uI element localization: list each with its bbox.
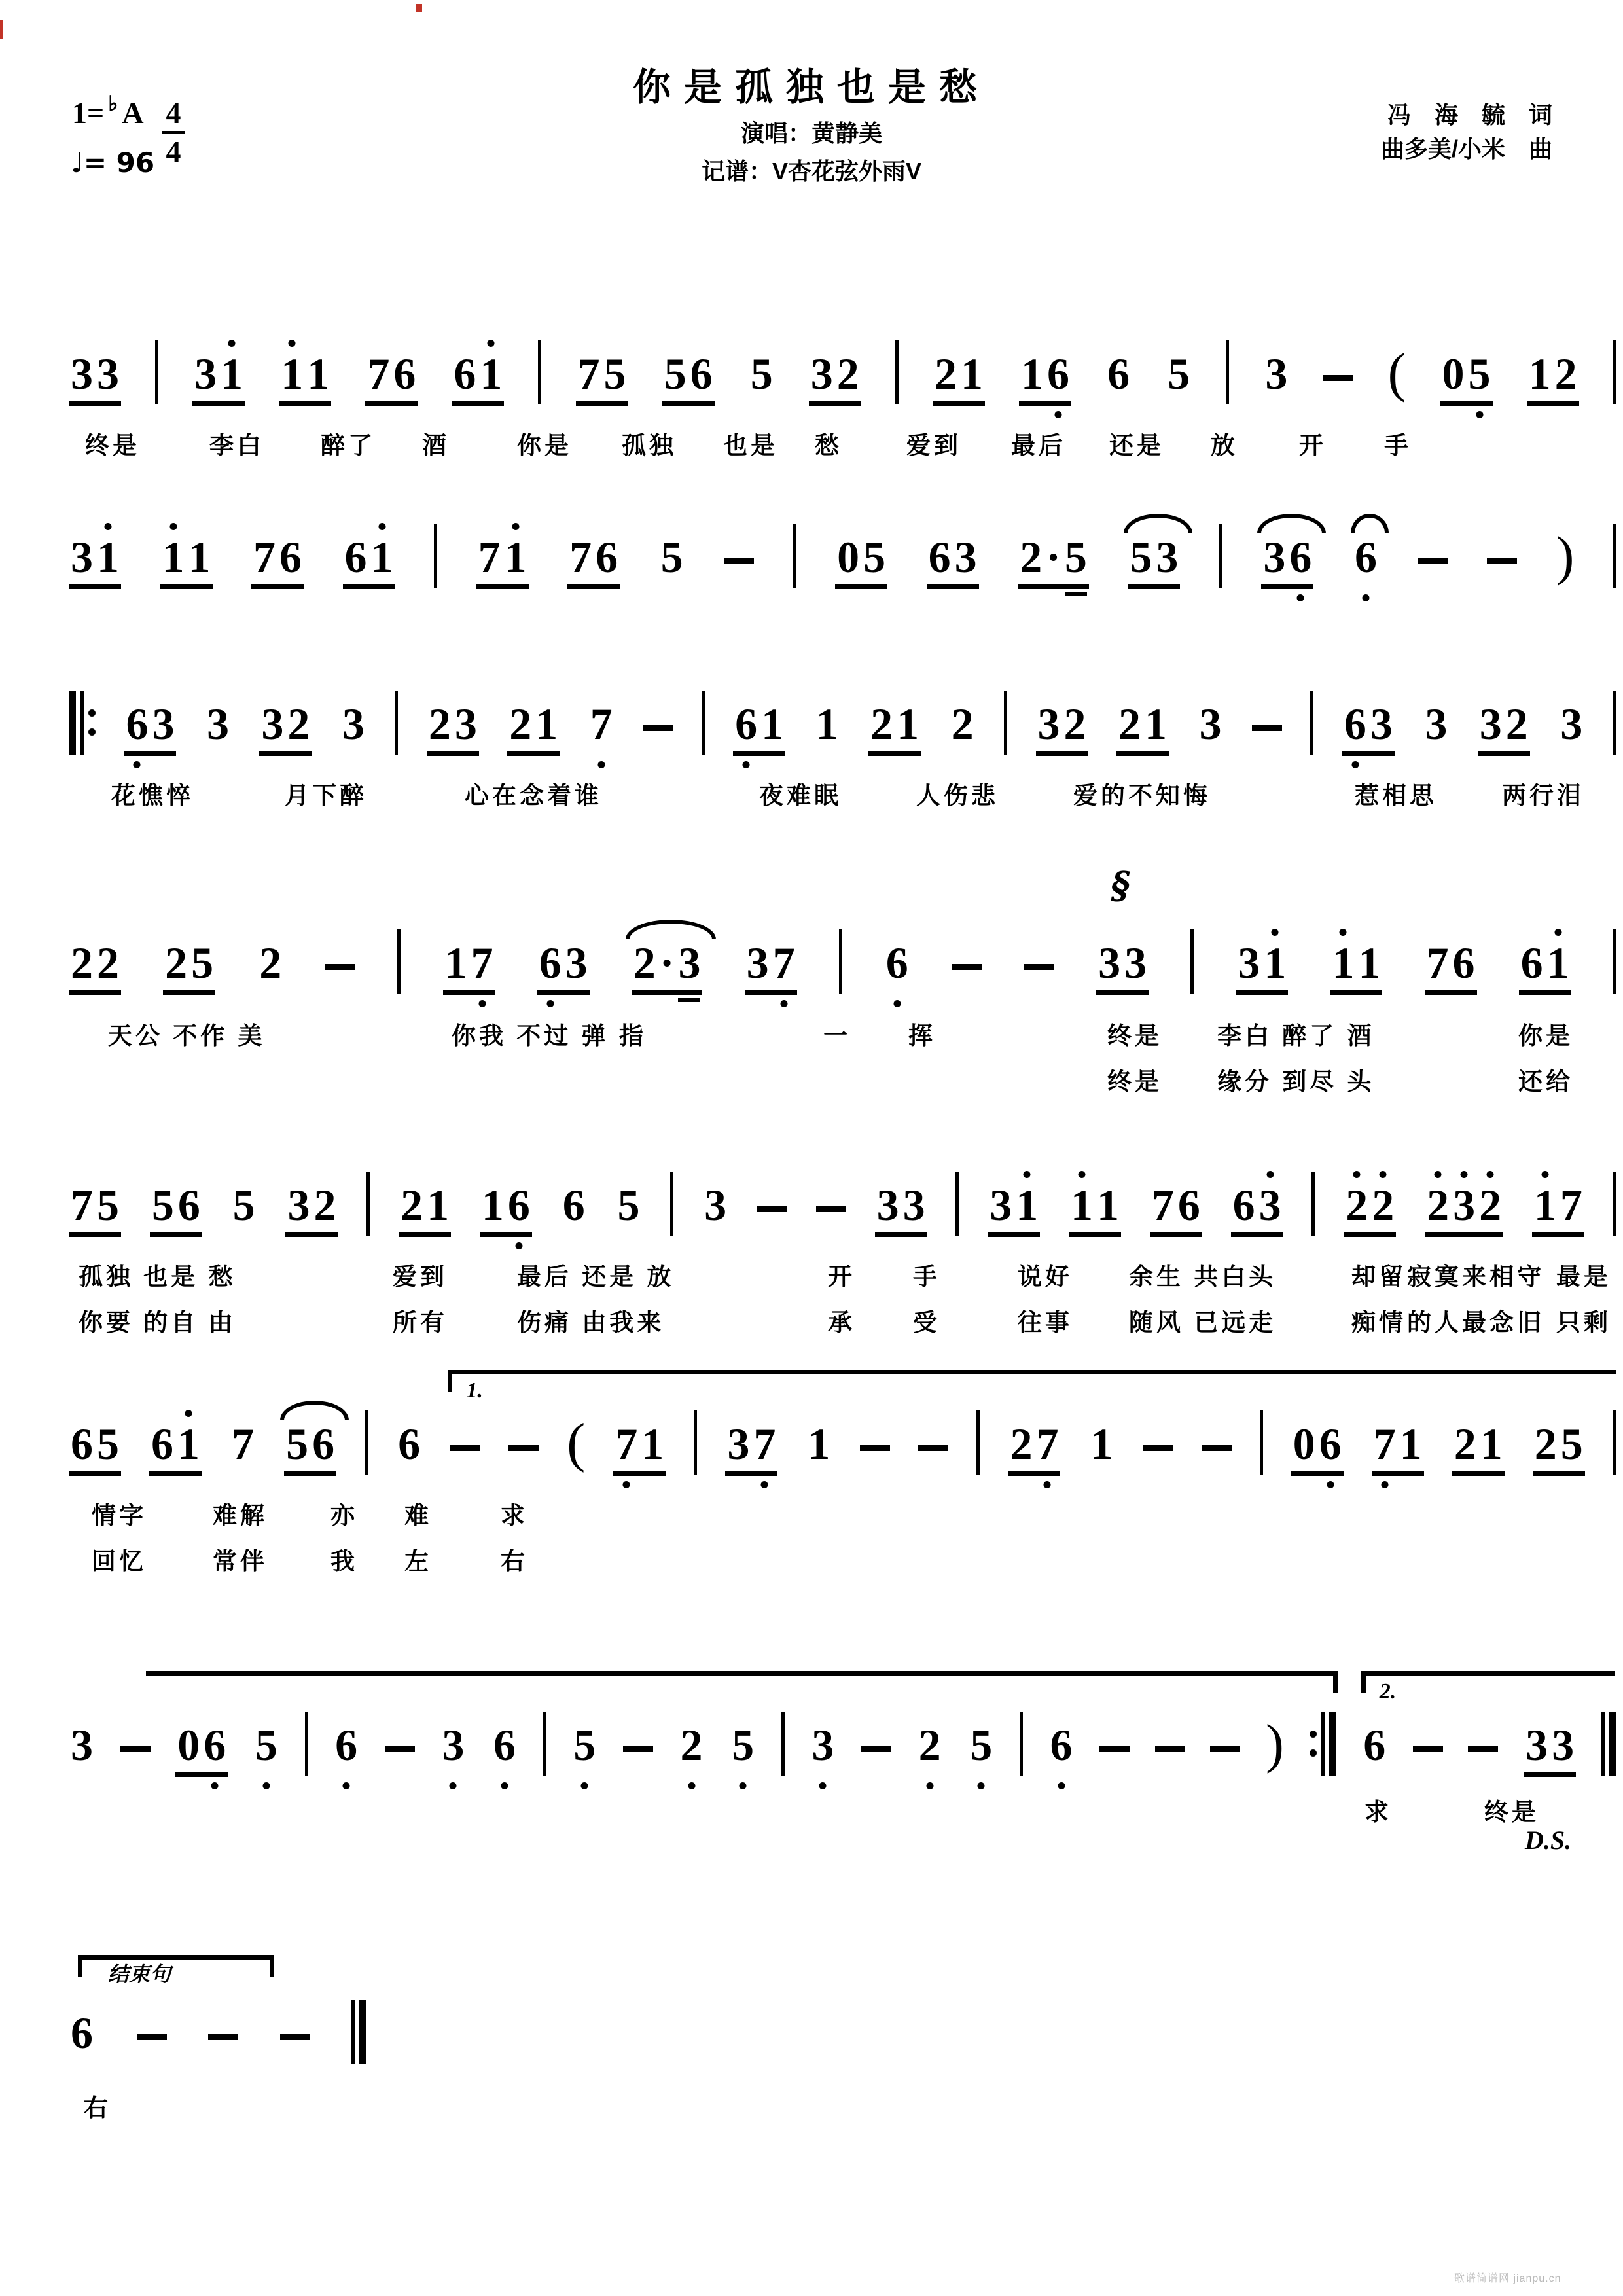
parenthesis: ( (567, 1412, 586, 1473)
lyric-phrase: 手 (913, 1263, 940, 1290)
lyric-phrase: 所有 (393, 1309, 448, 1336)
lyric-phrase: 也是 (723, 432, 778, 459)
lyrics-row (0, 1496, 1623, 1530)
note-group: 1 7 (1532, 1183, 1584, 1237)
note-group: 3 7 (745, 941, 797, 995)
barline (543, 1712, 546, 1776)
parenthesis: ( (1387, 342, 1406, 403)
final-barline (351, 2000, 366, 2064)
note-group: 3 3 (69, 351, 121, 406)
note-group: 7 6 (1150, 1183, 1202, 1237)
dash-note (1323, 375, 1353, 381)
parenthesis: ) (1556, 526, 1575, 586)
lyric-phrase: 李白 醉了 酒 (1217, 1022, 1375, 1049)
note-group: 7 6 (567, 535, 620, 589)
lyric-phrase: 爱到 (906, 432, 961, 459)
lyrics-row (0, 1302, 1623, 1336)
note-group: 2 1 (933, 351, 985, 406)
note-group: 6 1 (1519, 941, 1571, 995)
note-group: 1 1 (279, 351, 331, 406)
lyric-phrase: 难 (404, 1502, 432, 1529)
lyric-phrase: 左 (404, 1548, 432, 1575)
note-group: 0 6 (175, 1723, 228, 1777)
volta-tick (1333, 1671, 1338, 1693)
note-group: 2 7 (1008, 1422, 1060, 1476)
dash-note (325, 964, 355, 970)
lyric-phrase: 放 (1211, 432, 1238, 459)
page-title: 你是孤独也是愁 (632, 66, 990, 109)
note-group: 6 1 (149, 1422, 202, 1476)
note-group: 7 5 (69, 1183, 121, 1237)
lyric-phrase: 惹相思 (1355, 782, 1437, 809)
note-group: 5 6 (284, 1422, 336, 1476)
lyric-phrase: 李白 (209, 432, 264, 459)
note-group: 2 (679, 1723, 705, 1777)
lyric-phrase: 终是 (1484, 1799, 1539, 1825)
note-group: 3 1 (988, 1183, 1040, 1237)
author-credits (1381, 98, 1552, 166)
key-prefix: 1= (72, 96, 105, 130)
lyrics-row (0, 1541, 1623, 1575)
final-barline (1601, 1712, 1616, 1776)
dash-note (1487, 558, 1517, 564)
barline (305, 1712, 308, 1776)
note-group: 0 5 (1440, 351, 1493, 406)
lyric-phrase: 痴情 (1351, 1309, 1406, 1336)
note-group: 1 7 (443, 941, 495, 995)
dash-note (1024, 964, 1054, 970)
barline (1219, 524, 1222, 588)
singer-credit: 演唱：黄静美 (740, 120, 882, 147)
lyric-phrase: 心在念着谁 (465, 782, 602, 809)
meter-numerator: 4 (162, 98, 185, 134)
ending-bracket (78, 1955, 274, 1986)
note-group: 7 5 (576, 351, 628, 406)
lyric-phrase: 难解 (213, 1502, 268, 1529)
note-group: 5 6 (150, 1183, 202, 1237)
lyric-phrase: 还给 (1518, 1068, 1573, 1095)
music-line-2 (69, 524, 1616, 589)
note-group: 6 (1363, 1720, 1386, 1770)
lyric-phrase: 缘分 到尽 头 (1217, 1068, 1375, 1095)
lyric-phrase: 终是 (85, 432, 140, 459)
note-group: 2 1 (868, 702, 921, 756)
note-group: 2 (951, 699, 974, 749)
dash-note (137, 2034, 167, 2040)
dash-note (952, 964, 982, 970)
lyric-phrase: 求 (501, 1502, 528, 1529)
bracket-tick (78, 1955, 82, 1977)
lyric-phrase: 最后 (1011, 432, 1066, 459)
barline (1613, 929, 1616, 994)
note-group: 7 (588, 702, 615, 756)
music-line-ending (69, 1962, 366, 2065)
lyric-phrase: 却留 (1351, 1263, 1406, 1290)
barline (1613, 1172, 1616, 1236)
note-group: 6 3 (537, 941, 590, 995)
key-letter: A (122, 96, 144, 130)
lyric-phrase: 伤痛 由我来 (517, 1309, 665, 1336)
barline (155, 340, 158, 404)
note-group: 2 · 5 (1018, 535, 1089, 589)
note-group: 6 1 (452, 351, 504, 406)
ds-marker: D.S. (1525, 1825, 1572, 1855)
barline (1311, 1172, 1315, 1236)
lyric-phrase: 余生 共白头 (1129, 1263, 1277, 1290)
note-group: 2 (917, 1723, 943, 1777)
barline (1260, 1410, 1263, 1475)
bracket-tick (270, 1955, 274, 1977)
note-group: 5 (968, 1723, 994, 1777)
note-group: 5 (750, 349, 773, 399)
lyric-phrase: 你是 (517, 432, 572, 459)
note-group: 6 (71, 2008, 93, 2058)
note-group: 2 3 2 (1425, 1183, 1503, 1237)
note-group: 6 1 (733, 702, 785, 756)
note-group: 5 (730, 1723, 756, 1777)
repeat-end-barline (1310, 1712, 1336, 1776)
meter-denominator: 4 (166, 135, 181, 168)
dash-note (1099, 1746, 1130, 1752)
dash-note (1468, 1746, 1498, 1752)
dash-note (861, 1746, 891, 1752)
note-group: 6 3 (1231, 1183, 1283, 1237)
barline (1613, 691, 1616, 755)
lyric-phrase: 还是 (1109, 432, 1164, 459)
note-group: 3 (71, 1720, 93, 1770)
lyric-phrase: 最后 还是 放 (517, 1263, 675, 1290)
barline (538, 340, 541, 404)
note-group: 6 (884, 941, 910, 995)
note-group: 7 6 (251, 535, 304, 589)
tie-arc (626, 920, 716, 939)
lyric-phrase: 只剩 (1556, 1309, 1611, 1336)
note-group: 7 1 (613, 1422, 666, 1476)
barline (1613, 340, 1616, 404)
lyric-phrase: 愁 (815, 432, 842, 459)
barline (1310, 691, 1313, 755)
note-group: 1 1 (1330, 941, 1382, 995)
note-group: 1 1 (1069, 1183, 1121, 1237)
note-group: 3 2 (285, 1183, 338, 1237)
lyric-phrase: 醉了 (321, 432, 376, 459)
note-group: 3 3 § (1096, 941, 1149, 995)
note-group: 5 3 (1128, 535, 1180, 589)
music-line-7 (69, 1679, 1616, 1777)
lyrics-row (0, 425, 1623, 459)
note-group: 2 3 (427, 702, 479, 756)
dash-note (1413, 1746, 1443, 1752)
lyric-phrase: 终是 (1107, 1022, 1162, 1049)
note-group: 6 (491, 1723, 518, 1777)
lyric-phrase: 月下醉 (285, 782, 367, 809)
dash-note (757, 1206, 787, 1212)
note-group: 3 (810, 1723, 836, 1777)
volta-tick (1361, 1671, 1366, 1693)
barline (395, 691, 398, 755)
note-group: 5 (660, 532, 683, 582)
lyric-phrase: 一 (823, 1022, 851, 1049)
dash-note (816, 1206, 846, 1212)
lyrics-row (0, 1062, 1623, 1096)
lyric-phrase: 人伤悲 (916, 782, 999, 809)
parenthesis: ) (1266, 1713, 1284, 1774)
note-group: 2 5 (1533, 1422, 1585, 1476)
lyric-phrase: 常伴 (213, 1548, 268, 1575)
note-group: 5 (617, 1180, 640, 1230)
note-group: 5 (1168, 349, 1190, 399)
volta-tick (448, 1370, 452, 1392)
red-artifact-dot (416, 4, 422, 12)
note-group: 5 (571, 1723, 597, 1777)
lyric-phrase: 孤独 也是 愁 (79, 1263, 236, 1290)
lyric-phrase: 挥 (908, 1022, 936, 1049)
barline (397, 929, 401, 994)
lyric-phrase: 右 (501, 1548, 528, 1575)
dash-note (508, 1445, 539, 1451)
note-group: 1 (1090, 1419, 1113, 1469)
barline (365, 1410, 368, 1475)
note-group: 6 5 (69, 1422, 121, 1476)
note-group: 6 (1048, 1723, 1075, 1777)
note-group: 5 6 (662, 351, 715, 406)
lyric-phrase: 右 (84, 2094, 111, 2121)
note-group: 3 (1199, 699, 1222, 749)
dash-note (1202, 1445, 1232, 1451)
lyric-phrase: 爱的不知悔 (1073, 782, 1211, 809)
volta-1-bracket (448, 1370, 1616, 1403)
quarter-note-icon: ♩ (71, 147, 84, 179)
barline (1226, 340, 1229, 404)
lyric-phrase: 开 (1299, 432, 1327, 459)
dash-note (385, 1746, 415, 1752)
note-group: 1 (815, 699, 838, 749)
dash-note (1418, 558, 1448, 564)
note-group: 5 (232, 1180, 255, 1230)
lyric-phrase: 亦 (330, 1502, 358, 1529)
dash-note (643, 725, 673, 731)
repeat-begin-barline (69, 691, 96, 755)
note-group: 0 5 (835, 535, 887, 589)
lyric-phrase: 说好 (1018, 1263, 1073, 1290)
barline (1004, 691, 1007, 755)
lyric-phrase: 花憔悴 (111, 782, 194, 809)
composer-credit: 曲多美/小米 曲 (1380, 135, 1552, 163)
note-group: 3 2 (809, 351, 861, 406)
lyric-phrase: 两行泪 (1502, 782, 1584, 809)
lyric-phrase: 终是 (1107, 1068, 1162, 1095)
note-group: 3 1 (192, 351, 245, 406)
lyric-phrase: 随风 已远走 (1129, 1309, 1277, 1336)
note-group: 3 (342, 699, 365, 749)
note-group: 7 (232, 1419, 255, 1469)
dash-note (1252, 725, 1282, 731)
lyrics-row (0, 2088, 1623, 2122)
note-group: 7 6 (1425, 941, 1477, 995)
lyrics-row (0, 1016, 1623, 1050)
lyrics-row (0, 1257, 1623, 1291)
note-group: 3 (440, 1723, 466, 1777)
note-group: 6 (562, 1180, 585, 1230)
lyric-phrase: 开 (828, 1263, 855, 1290)
dash-note (208, 2034, 238, 2040)
note-group: 1 2 (1527, 351, 1579, 406)
lyric-phrase: 夜难眠 (759, 782, 842, 809)
barline (366, 1172, 370, 1236)
note-group: 6 3 (124, 702, 176, 756)
note-group: 3 (704, 1180, 727, 1230)
lyric-phrase: 回忆 (92, 1548, 147, 1575)
note-group: 1 1 (160, 535, 213, 589)
tie-arc (1351, 514, 1389, 533)
barline (670, 1172, 673, 1236)
barline (895, 340, 899, 404)
lyric-phrase: 天公 不作 美 (108, 1022, 266, 1049)
watermark: 歌谱简谱网 jianpu.cn (1454, 2273, 1561, 2284)
note-group: 2 1 (507, 702, 560, 756)
note-group: 2 1 (399, 1183, 451, 1237)
lyric-phrase: 你要 的自 由 (79, 1309, 236, 1336)
note-group: 3 3 (875, 1183, 927, 1237)
lyric-phrase: 求 (1364, 1799, 1392, 1825)
red-artifact-dash (0, 20, 3, 39)
note-group: 3 2 (259, 702, 312, 756)
note-group: 6 (1353, 535, 1379, 589)
dash-note (724, 558, 754, 564)
barline (702, 691, 705, 755)
note-group: 3 2 (1036, 702, 1088, 756)
lyric-phrase: 情字 (92, 1502, 147, 1529)
note-group: 7 1 (1372, 1422, 1424, 1476)
lyric-phrase: 你是 (1518, 1022, 1573, 1049)
barline (1613, 524, 1616, 588)
barline (839, 929, 842, 994)
lyric-phrase: 酒 (422, 432, 450, 459)
note-group: 2 (259, 938, 282, 988)
ending-label: 结束句 (108, 1962, 171, 1986)
note-group: 3 3 (1524, 1723, 1576, 1777)
barline (976, 1410, 980, 1475)
note-group: 2 2 (1344, 1183, 1396, 1237)
music-line-5 (69, 1172, 1616, 1237)
lyrics-row (0, 776, 1623, 810)
note-group: 3 (206, 699, 229, 749)
note-group: 3 6 (1261, 535, 1313, 589)
music-line-1 (69, 340, 1616, 406)
tempo-value: = 96 (83, 147, 155, 179)
note-group: 0 6 (1291, 1422, 1344, 1476)
dash-note (1143, 1445, 1173, 1451)
barline (1190, 929, 1194, 994)
note-group: 3 1 (1236, 941, 1288, 995)
volta-2-bracket (1361, 1671, 1615, 1704)
flat-icon: ♭ (108, 92, 118, 115)
note-group: 3 (1560, 699, 1583, 749)
barline (781, 1712, 785, 1776)
note-group: 6 (398, 1419, 421, 1469)
note-group: 2 1 (1452, 1422, 1505, 1476)
tie-arc (1124, 514, 1192, 533)
note-group: 6 3 (927, 535, 979, 589)
volta-2-label: 2. (1379, 1679, 1397, 1704)
note-group: 7 1 (476, 535, 529, 589)
barline (694, 1410, 697, 1475)
note-group: 6 3 (1342, 702, 1395, 756)
note-group: 6 1 (343, 535, 395, 589)
dash-note (280, 2034, 310, 2040)
note-group: 1 6 (480, 1183, 532, 1237)
lyric-phrase: 爱到 (393, 1263, 448, 1290)
lyric-phrase: 我 (330, 1548, 358, 1575)
volta-1-label: 1. (466, 1378, 483, 1403)
note-group: 1 (808, 1419, 830, 1469)
music-line-4 (69, 864, 1616, 995)
note-group: 6 (333, 1723, 359, 1777)
note-group: 3 1 (69, 535, 121, 589)
note-group: 2 2 (69, 941, 121, 995)
tie-arc (1257, 514, 1326, 533)
note-group: 2 5 (163, 941, 215, 995)
lyric-phrase: 往事 (1018, 1309, 1073, 1336)
lyric-phrase: 承 (828, 1309, 855, 1336)
barline (955, 1172, 959, 1236)
segno-icon: § (1111, 864, 1130, 907)
lyrics-row (0, 1792, 1623, 1826)
lyric-phrase: 的人最念旧 (1407, 1309, 1544, 1336)
note-group: 5 (253, 1723, 279, 1777)
barline (1020, 1712, 1023, 1776)
notator-credit: 记谱：V杏花弦外雨V (701, 158, 922, 185)
dash-note (1210, 1746, 1240, 1752)
barline (1613, 1410, 1616, 1475)
note-group: 7 6 (365, 351, 418, 406)
barline (793, 524, 796, 588)
dash-note (450, 1445, 480, 1451)
dash-note (860, 1445, 890, 1451)
note-group: 3 (1425, 699, 1448, 749)
lyric-phrase: 手 (1384, 432, 1412, 459)
barline (434, 524, 437, 588)
lyricist-credit: 冯 海 毓 词 (1387, 101, 1552, 128)
music-line-6 (69, 1378, 1616, 1476)
note-group: 2 1 (1116, 702, 1169, 756)
music-line-3 (69, 691, 1616, 756)
volta-1-continuation-line (146, 1671, 1338, 1676)
dash-note (918, 1445, 948, 1451)
lyric-phrase: 最是 (1556, 1263, 1611, 1290)
note-group: 3 (1265, 349, 1288, 399)
dash-note (120, 1746, 151, 1752)
lyric-phrase: 孤独 (622, 432, 677, 459)
dash-note (1155, 1746, 1185, 1752)
lyric-phrase: 寂寞来相守 (1407, 1263, 1544, 1290)
note-group: 6 (1107, 349, 1130, 399)
note-group: 3 2 (1478, 702, 1530, 756)
tie-arc (280, 1401, 349, 1420)
note-group: 1 6 (1019, 351, 1071, 406)
lyric-phrase: 你我 不过 弹 指 (452, 1022, 647, 1049)
note-group: 2 · 3 (632, 941, 703, 995)
dash-note (623, 1746, 653, 1752)
note-group: 3 7 (725, 1422, 777, 1476)
lyric-phrase: 受 (913, 1309, 940, 1336)
